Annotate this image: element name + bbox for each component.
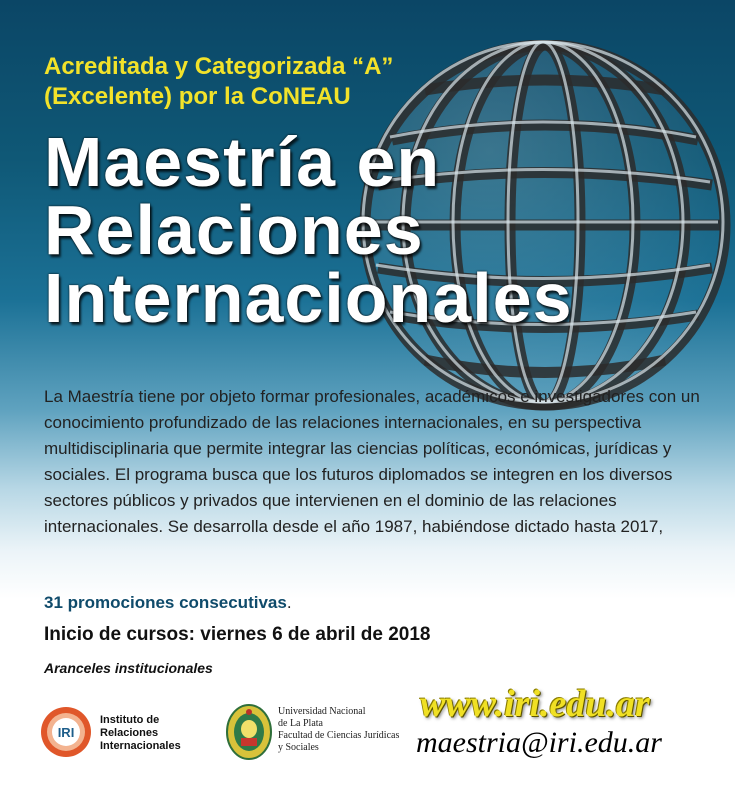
- unlp-name-line-4: y Sociales: [278, 742, 319, 753]
- promotions-suffix: .: [286, 593, 292, 612]
- unlp-name-line-3: Facultad de Ciencias Jurídicas: [278, 730, 400, 741]
- promotions-highlight: 31 promociones consecutivas: [44, 593, 287, 612]
- iri-name-line-2: Relaciones: [100, 727, 159, 739]
- iri-name-line-3: Internacionales: [100, 740, 181, 752]
- promotions-text: [44, 590, 292, 616]
- svg-text:IRI: IRI: [57, 725, 75, 740]
- iri-logo-icon: [40, 706, 92, 758]
- course-start-date: Inicio de cursos: viernes 6 de abril de 2018: [44, 624, 431, 645]
- title-line-1: Maestría en: [44, 123, 441, 201]
- page-title: [44, 123, 573, 337]
- unlp-institution-name: [278, 706, 399, 754]
- title-line-3: Internacionales: [44, 259, 573, 337]
- iri-institution-name: [100, 714, 181, 753]
- unlp-seal-icon: [226, 704, 272, 760]
- accreditation-line-2: (Excelente) por la CoNEAU: [44, 83, 351, 110]
- fees-label: Aranceles institucionales: [44, 660, 213, 676]
- website-link[interactable]: www.iri.edu.ar: [420, 683, 650, 725]
- email-link[interactable]: maestria@iri.edu.ar: [416, 726, 662, 759]
- unlp-name-line-2: de La Plata: [278, 718, 323, 729]
- accreditation-text: [44, 52, 393, 112]
- unlp-name-line-1: Universidad Nacional: [278, 706, 366, 717]
- program-description: La Maestría tiene por objeto formar profesionales, académicos e investigadores con un conocimiento profundizado de las relaciones internacionales, en su perspectiva multidisciplinaria que permite integrar las ciencias políticas, económicas, jurídicas y sociales. El programa busca que los futuros diplomados se integren en los diversos sectores públicos y privados que intervienen en el dominio de las relaciones internacionales. Se desarrolla desde el año 1987, habiéndose dictado hasta 2017,: [44, 387, 700, 536]
- accreditation-line-1: Acreditada y Categorizada “A”: [44, 53, 394, 80]
- title-line-2: Relaciones: [44, 191, 424, 269]
- iri-name-line-1: Instituto de: [100, 714, 160, 726]
